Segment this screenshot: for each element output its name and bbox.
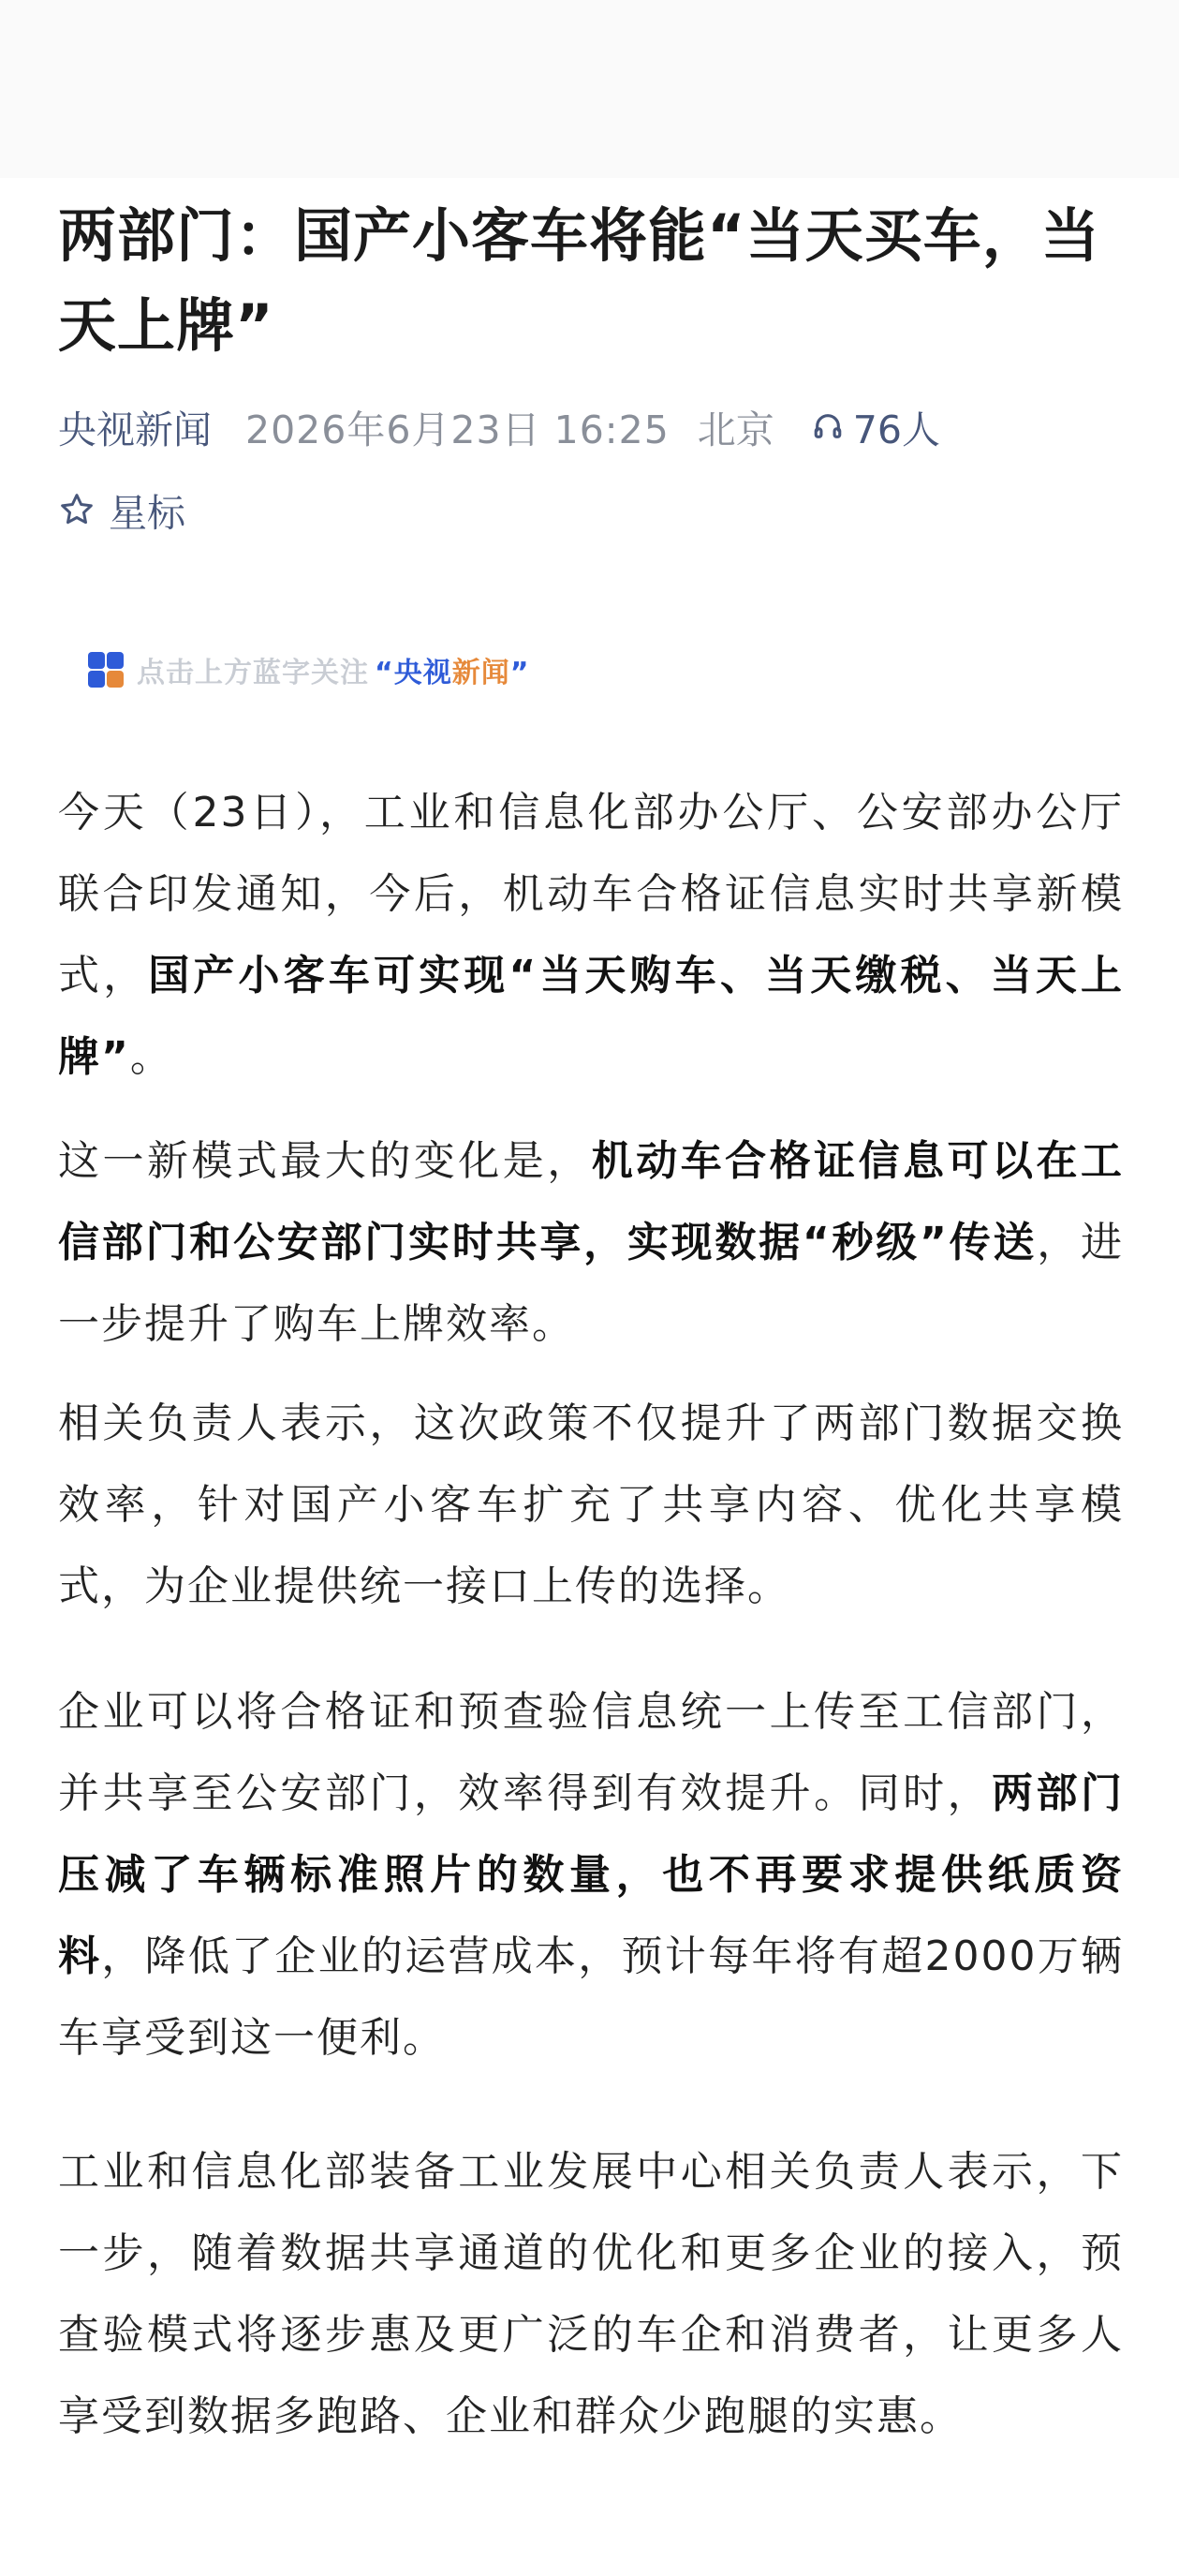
star-button[interactable] [58, 480, 185, 540]
paragraph: 企业可以将合格证和预查验信息统一上传至工信部门，并共享至公安部门，效率得到有效提升。同时，两部门压减了车辆标准照片的数量，也不再要求提供纸质资料，降低了企业的运营成本，预计每年将有超2000万辆车享受到这一便利。 [58, 1688, 1125, 2062]
article-meta [58, 393, 1135, 459]
follow-prompt: 点击上方蓝字关注 [137, 657, 369, 689]
publish-date: 2026年6月23日 16:25 [245, 407, 670, 452]
paragraph: 这一新模式最大的变化是，机动车合格证信息可以在工信部门和公安部门实时共享，实现数据“秒级”传送，进一步提升了购车上牌效率。 [58, 1137, 1125, 1348]
listener-count: 76人 [852, 407, 940, 452]
paragraph: 工业和信息化部装备工业发展中心相关负责人表示，下一步，随着数据共享通道的优化和更多企业的接入，预查验模式将逐步惠及更广泛的车企和消费者，让更多人享受到数据多跑路、企业和群众少跑腿的实惠。 [58, 2148, 1124, 2440]
headphones-icon [812, 410, 844, 442]
bold-highlight: 机动车合格证信息可以在工信部门和公安部门实时共享，实现数据“秒级”传送 [58, 1137, 1125, 1266]
listen-button[interactable] [812, 399, 940, 454]
cctv-logo-icon [86, 650, 125, 689]
article-title: 两部门：国产小客车将能“当天买车，当天上牌” [58, 201, 1100, 360]
source-account-link[interactable]: 央视新闻 [58, 407, 212, 452]
paragraph: 相关负责人表示，这次政策不仅提升了两部门数据交换效率，针对国产小客车扩充了共享内容、优化共享模式，为企业提供统一接口上传的选择。 [58, 1399, 1124, 1610]
paragraph: 今天（23日），工业和信息化部办公厅、公安部办公厅联合印发通知，今后，机动车合格证信息实时共享新模式，国产小客车可实现“当天购车、当天缴税、当天上牌”。 [58, 789, 1125, 1081]
bold-highlight: 国产小客车可实现“当天购车、当天缴税、当天上牌” [58, 952, 1125, 1081]
top-band [0, 0, 1179, 178]
star-label: 星标 [109, 490, 185, 536]
follow-banner[interactable] [86, 646, 529, 693]
bold-highlight: 两部门压减了车辆标准照片的数量，也不再要求提供纸质资料 [58, 1769, 1125, 1980]
brand-name: “央视新闻” [375, 657, 530, 689]
publish-location: 北京 [697, 407, 774, 452]
star-outline-icon [58, 491, 96, 528]
